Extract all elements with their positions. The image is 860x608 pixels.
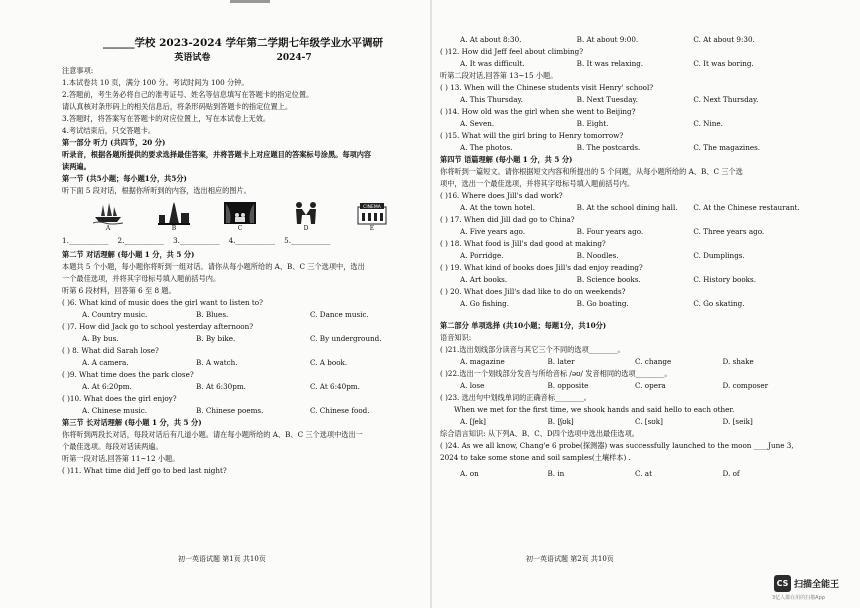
- question-9: ( )9. What time does the park close?: [62, 370, 194, 379]
- question-22-options: [440, 380, 810, 392]
- section2-listen-note: 听第 6 段材料，回答第 6 至 8 题。: [62, 286, 176, 295]
- phonetics-label: 语音知识:: [440, 333, 472, 342]
- option-c[interactable]: C. History books.: [693, 275, 756, 284]
- question-7-options: [62, 333, 424, 345]
- blank-3[interactable]: 3.___________: [173, 236, 220, 245]
- option-a[interactable]: A. The photos.: [460, 143, 513, 152]
- question-23: ( )23. 选出句中划线单词的正确音标________。: [440, 393, 591, 402]
- question-15: ( )15. What will the girl bring to Henry tomorrow?: [440, 131, 624, 140]
- option-c[interactable]: C. At about 9:30.: [693, 35, 755, 44]
- question-6: ( )6. What kind of music does the girl want to listen to?: [62, 298, 263, 307]
- note-4: 4.考试结束后，只交答题卡。: [62, 126, 156, 135]
- section4-instruction-1: 你将听到一篇短文。请你根据短文内容和所提出的 5 个问题，从每小题所给的 A、B、C 三个选: [440, 167, 743, 176]
- picture-b-label: B: [171, 225, 177, 232]
- grammar-instruction: 综合语言知识: 从下列A、B、C、D四个选项中选出最佳选项。: [440, 429, 639, 438]
- option-a[interactable]: A. Chinese music.: [82, 406, 148, 415]
- section2-instruction-2: 一个最佳选项，并将其字母标号填入题前括号内。: [62, 274, 221, 283]
- question-20: ( ) 20. What does Jill's dad like to do on weekends?: [440, 287, 626, 296]
- option-c[interactable]: C. The magazines.: [693, 143, 761, 152]
- option-c[interactable]: C. Dumplings.: [693, 251, 745, 260]
- notes-header: 注意事项:: [62, 66, 94, 75]
- blank-4[interactable]: 4.___________: [228, 236, 275, 245]
- option-b[interactable]: B. Blues.: [196, 310, 229, 319]
- option-c[interactable]: C. [sʊk]: [635, 417, 663, 426]
- option-b[interactable]: B. [ʃʊk]: [547, 417, 574, 426]
- question-10: ( )10. What does the girl enjoy?: [62, 394, 177, 403]
- option-c[interactable]: C. At 6:40pm.: [310, 382, 360, 391]
- option-b[interactable]: B. opposite: [547, 381, 589, 390]
- option-b[interactable]: B. Four years ago.: [576, 227, 644, 236]
- picture-d: [288, 201, 324, 233]
- option-b[interactable]: B. At about 9:00.: [576, 35, 639, 44]
- option-b[interactable]: B. The postcards.: [576, 143, 641, 152]
- option-a[interactable]: A. A camera.: [82, 358, 129, 367]
- question-22: ( )22.选出一个划线部分发音与所给音标 /əʊ/ 发音相同的选项________。: [440, 369, 672, 378]
- option-a[interactable]: A. It was difficult.: [460, 59, 525, 68]
- question-24-line-2: 2024 to take some stone and soil samples(土壤样本) .: [440, 453, 631, 462]
- picture-e-label: E: [369, 225, 375, 232]
- answer-blanks: [62, 233, 424, 249]
- question-8-options: [62, 357, 424, 369]
- question-16: ( )16. Where does Jill's dad work?: [440, 191, 563, 200]
- option-b[interactable]: B. By bike.: [196, 334, 236, 343]
- option-c[interactable]: C. change: [635, 357, 672, 366]
- question-8: ( ) 8. What did Sarah lose?: [62, 346, 159, 355]
- option-c[interactable]: C. Dance music.: [310, 310, 369, 319]
- question-12: ( )12. How did Jeff feel about climbing?: [440, 47, 584, 56]
- section3-instruction-1: 你将听到两段长对话，每段对话后有几道小题。请在每小题所给的 A、B、C 三个选项中选出一: [62, 430, 363, 439]
- exam-date: 2024-7: [276, 53, 312, 63]
- option-c[interactable]: C. At the Chinese restaurant.: [693, 203, 800, 212]
- option-c[interactable]: C. opera: [635, 381, 666, 390]
- right-column: [440, 0, 810, 480]
- note-2b: 请认真核对条形码上的相关信息后，将条形码贴到答题卡的指定位置上。: [62, 102, 293, 111]
- section4-header: 第四节 语篇理解 (每小题 1 分，共 5 分): [440, 155, 573, 164]
- picture-b: [156, 201, 192, 233]
- section2-instruction-1: 本题共 5 个小题，每小题你将听到一组对话。请你从每小题所给的 A、B、C 三个选项中，选出: [62, 262, 365, 271]
- option-b[interactable]: B. Eight.: [576, 119, 609, 128]
- option-a[interactable]: A. Porridge.: [460, 251, 504, 260]
- option-a[interactable]: A. Country music.: [82, 310, 148, 319]
- question-11: ( )11. What time did Jeff go to bed last night?: [62, 466, 227, 475]
- question-13: ( ) 13. When will the Chinese students visit Henry' school?: [440, 83, 654, 92]
- blank-5[interactable]: 5.___________: [284, 236, 331, 245]
- option-a[interactable]: A. Seven.: [460, 119, 495, 128]
- option-b[interactable]: B. Go boating.: [576, 299, 629, 308]
- part1-instruction-2: 读两遍。: [62, 162, 91, 171]
- picture-a-label: A: [105, 225, 111, 232]
- option-a[interactable]: A. lose: [460, 381, 485, 390]
- option-b[interactable]: B. Science books.: [576, 275, 641, 284]
- option-b[interactable]: B. Chinese poems.: [196, 406, 264, 415]
- question-13-options: [440, 94, 810, 106]
- theater-stage-icon: [223, 201, 257, 225]
- exam-title: ______学校 2023-2024 学年第二学期七年级学业水平调研: [102, 37, 384, 49]
- option-b[interactable]: B. At 6:30pm.: [196, 382, 246, 391]
- option-a[interactable]: A. magazine: [460, 357, 505, 366]
- part2-header: 第二部分 单项选择 (共10小题；每题1分，共10分): [440, 321, 607, 330]
- option-c[interactable]: C. Nine.: [693, 119, 723, 128]
- option-b[interactable]: B. It was relaxing.: [576, 59, 644, 68]
- note-1: 1.本试卷共 10 页，满分 100 分。考试时间为 100 分钟。: [62, 78, 249, 87]
- picture-row: [62, 201, 424, 233]
- option-c[interactable]: C. at: [635, 469, 652, 478]
- section1-instruction: 听下面 5 段对话，根据你所听到的内容，选出相应的图片。: [62, 186, 251, 195]
- scanner-app-name: 扫描全能王: [794, 580, 840, 590]
- question-12-options: [440, 58, 810, 70]
- question-24-options: [440, 468, 810, 480]
- note-3: 3.答题时，将答案写在答题卡的对应位置上，写在本试卷上无效。: [62, 114, 271, 123]
- option-a[interactable]: A. Go fishing.: [460, 299, 510, 308]
- option-a[interactable]: A. At 6:20pm.: [82, 382, 132, 391]
- part1-header: 第一部分 听力 (共四节，20 分): [62, 138, 166, 147]
- option-d[interactable]: D. shake: [722, 357, 754, 366]
- option-b[interactable]: B. A watch.: [196, 358, 238, 367]
- option-c[interactable]: C. Next Thursday.: [693, 95, 759, 104]
- question-18: ( ) 18. What food is Jill's dad good at making?: [440, 239, 606, 248]
- option-d[interactable]: D. of: [722, 469, 740, 478]
- question-16-options: [440, 202, 810, 214]
- question-23-options: [440, 416, 810, 428]
- question-23-sentence: When we met for the first time, we shook hands and said hello to each other.: [454, 405, 735, 414]
- section2-header: 第二节 对话理解 (每小题 1 分，共 5 分): [62, 250, 195, 259]
- section3-instruction-2: 个最佳选项。每段对话读两遍。: [62, 442, 163, 451]
- question-14-options: [440, 118, 810, 130]
- section4-instruction-2: 项中，选出一个最佳选项，并将其字母标号填入题前括号内。: [440, 179, 635, 188]
- option-c[interactable]: C. Go skating.: [693, 299, 745, 308]
- question-19-options: [440, 274, 810, 286]
- option-a[interactable]: A. By bus.: [82, 334, 119, 343]
- question-18-options: [440, 250, 810, 262]
- page-footer-1: 初一英语试题 第1页 共10页: [178, 555, 266, 563]
- camscanner-logo-icon: CS: [774, 575, 791, 592]
- option-a[interactable]: A. This Thursday.: [460, 95, 523, 104]
- option-c[interactable]: C. A book.: [310, 358, 348, 367]
- question-10-options: [62, 405, 424, 417]
- blank-2[interactable]: 2.___________: [117, 236, 164, 245]
- svg-text:CINEMA: CINEMA: [363, 205, 381, 210]
- section3-listen-note: 听第一段对话,回答第 11~12 小题。: [62, 454, 180, 463]
- option-c[interactable]: C. Chinese food.: [310, 406, 370, 415]
- picture-c: [222, 201, 258, 233]
- section1-header: 第一节 (共5小题；每小题1分，共5分): [62, 174, 187, 183]
- city-skyline-icon: [157, 201, 191, 225]
- page-divider: [430, 0, 432, 608]
- option-b[interactable]: B. Next Tuesday.: [576, 95, 638, 104]
- blank-1[interactable]: 1.___________: [62, 236, 109, 245]
- option-a[interactable]: A. [ʃek]: [460, 417, 486, 426]
- listen-note-2: 听第二段对话,回答第 13~15 小题。: [440, 71, 558, 80]
- question-21: ( )21.选出划线部分读音与其它三个不同的选项________。: [440, 345, 625, 354]
- question-7: ( )7. How did Jack go to school yesterday afternoon?: [62, 322, 254, 331]
- question-9-options: [62, 381, 424, 393]
- question-19: ( ) 19. What kind of books does Jill's dad enjoy reading?: [440, 263, 643, 272]
- option-b[interactable]: B. in: [547, 469, 565, 478]
- exam-subtitle: [62, 51, 424, 65]
- option-a[interactable]: A. Five years ago.: [460, 227, 526, 236]
- option-c[interactable]: C. Three years ago.: [693, 227, 765, 236]
- question-21-options: [440, 356, 810, 368]
- scanner-watermark: [774, 575, 839, 592]
- question-14: ( )14. How old was the girl when she went to Beijing?: [440, 107, 636, 116]
- picture-a: [90, 201, 126, 233]
- question-20-options: [440, 298, 810, 310]
- option-a[interactable]: A. Art books.: [460, 275, 508, 284]
- option-a[interactable]: A. on: [460, 469, 479, 478]
- cinema-building-icon: [355, 201, 389, 225]
- option-d[interactable]: D. composer: [722, 381, 769, 390]
- question-24-line-1: ( )24. As we all know, Chang'e 6 probe(探测器) was successfully launched to the moon ____June 3,: [440, 441, 794, 450]
- picture-d-label: D: [303, 225, 309, 232]
- option-c[interactable]: C. It was boring.: [693, 59, 754, 68]
- question-17: ( ) 17. When did Jill dad go to China?: [440, 215, 575, 224]
- picture-c-label: C: [237, 225, 243, 232]
- option-b[interactable]: B. At the school dining hall.: [576, 203, 678, 212]
- note-2: 2.答题前，考生务必将自己的准考证号、姓名等信息填写在答题卡的指定位置。: [62, 90, 314, 99]
- option-a[interactable]: A. At about 8:30.: [460, 35, 522, 44]
- picture-e: [354, 201, 390, 233]
- option-b[interactable]: B. Noodles.: [576, 251, 619, 260]
- page-footer-2: 初一英语试题 第2页 共10页: [526, 555, 614, 563]
- option-b[interactable]: B. later: [547, 357, 575, 366]
- option-d[interactable]: D. [seik]: [722, 417, 753, 426]
- question-11-options: [440, 34, 810, 46]
- question-15-options: [440, 142, 810, 154]
- option-a[interactable]: A. At the town hotel.: [460, 203, 536, 212]
- subject-label: 英语试卷: [174, 53, 211, 63]
- section3-header: 第三节 长对话理解 (每小题 1 分，共 5 分): [62, 418, 202, 427]
- question-17-options: [440, 226, 810, 238]
- ship-icon: [91, 201, 125, 225]
- question-6-options: [62, 309, 424, 321]
- option-c[interactable]: C. By underground.: [310, 334, 382, 343]
- part1-instruction-1: 听录音，根据各题所提供的要求选择最佳答案，并将答题卡上对应题目的答案标号涂黑。每项内容: [62, 150, 372, 159]
- scanner-tagline: 3亿人都在用的扫描App: [772, 595, 825, 601]
- left-column: [62, 0, 424, 477]
- handshake-icon: [289, 201, 323, 225]
